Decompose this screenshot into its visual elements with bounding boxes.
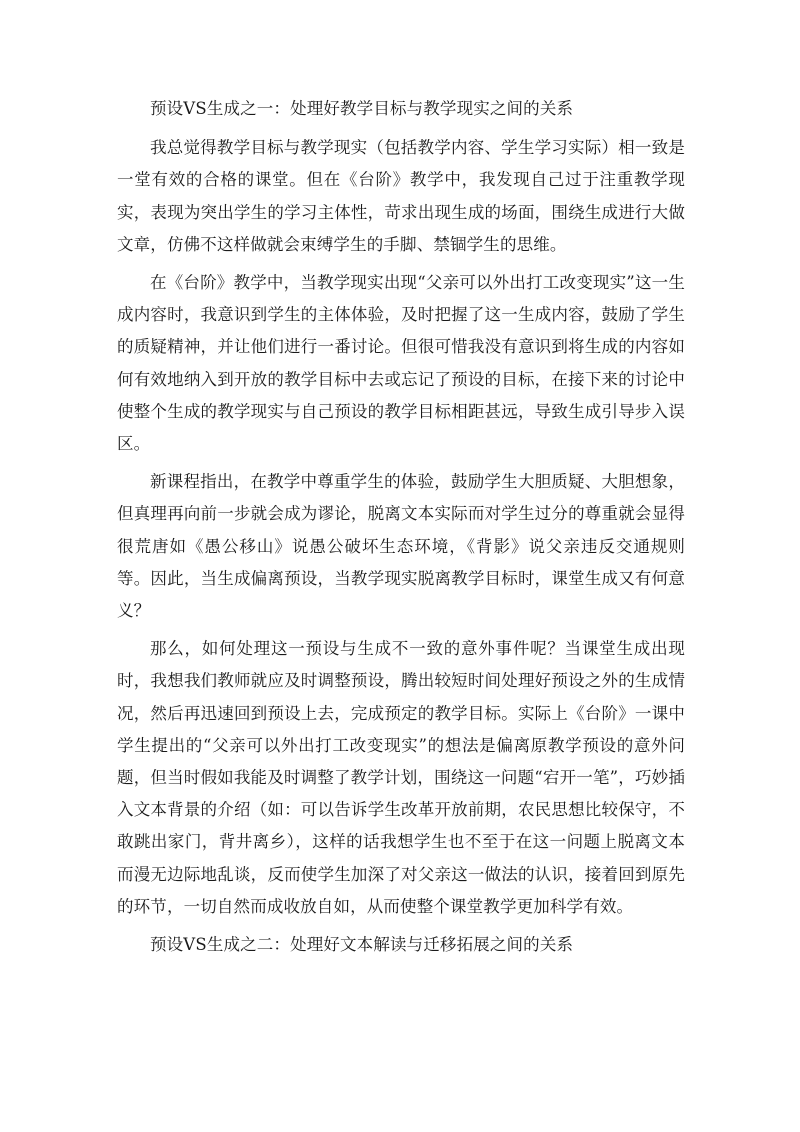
section-heading-2: 预设VS生成之二：处理好文本解读与迁移拓展之间的关系 <box>150 935 574 955</box>
paragraph-3: 新课程指出，在教学中尊重学生的体验，鼓励学生大胆质疑、大胆想象，但真理再向前一步就会成为谬论，脱离文本实际而对学生过分的尊重就会显得很荒唐如《愚公移山》说愚公破坏生态环境，《背影》说父亲违反交通规则等。因此，当生成偏离预设，当教学现实脱离教学目标时，课堂生成又有何意义？ <box>117 472 685 621</box>
document-body <box>117 93 685 968</box>
paragraph-1: 我总觉得教学目标与教学现实（包括教学内容、学生学习实际）相一致是一堂有效的合格的课堂。但在《台阶》教学中，我发现自己过于注重教学现实，表现为突出学生的学习主体性，苛求出现生成的场面，围绕生成进行大做文章，仿佛不这样做就会束缚学生的手脚、禁锢学生的思维。 <box>117 138 685 254</box>
section-heading-1: 预设VS生成之一：处理好教学目标与教学现实之间的关系 <box>150 99 574 118</box>
paragraph-4: 那么，如何处理这一预设与生成不一致的意外事件呢？当课堂生成出现时，我想我们教师就应及时调整预设，腾出较短时间处理好预设之外的生成情况，然后再迅速回到预设上去，完成预定的教学目标。实际上《台阶》一课中学生提出的“父亲可以外出打工改变现实”的想法是偏离原教学预设的意外问题，但当时假如我能及时调整了教学计划，围绕这一问题“宕开一笔”，巧妙插入文本背景的介绍（如：可以告诉学生改革开放前期，农民思想比较保守，不敢跳出家门，背井离乡），这样的话我想学生也不至于在这一问题上脱离文本而漫无边际地乱谈，反而使学生加深了对父亲这一做法的认识，接着回到原先的环节，一切自然而成收放自如，从而使整个课堂教学更加科学有效。 <box>117 639 685 916</box>
paragraph-2: 在《台阶》教学中，当教学现实出现“父亲可以外出打工改变现实”这一生成内容时，我意识到学生的主体体验，及时把握了这一生成内容，鼓励了学生的质疑精神，并让他们进行一番讨论。但很可惜我没有意识到将生成的内容如何有效地纳入到开放的教学目标中去或忘记了预设的目标，在接下来的讨论中使整个生成的教学现实与自己预设的教学目标相距甚远，导致生成引导步入误区。 <box>117 273 685 454</box>
